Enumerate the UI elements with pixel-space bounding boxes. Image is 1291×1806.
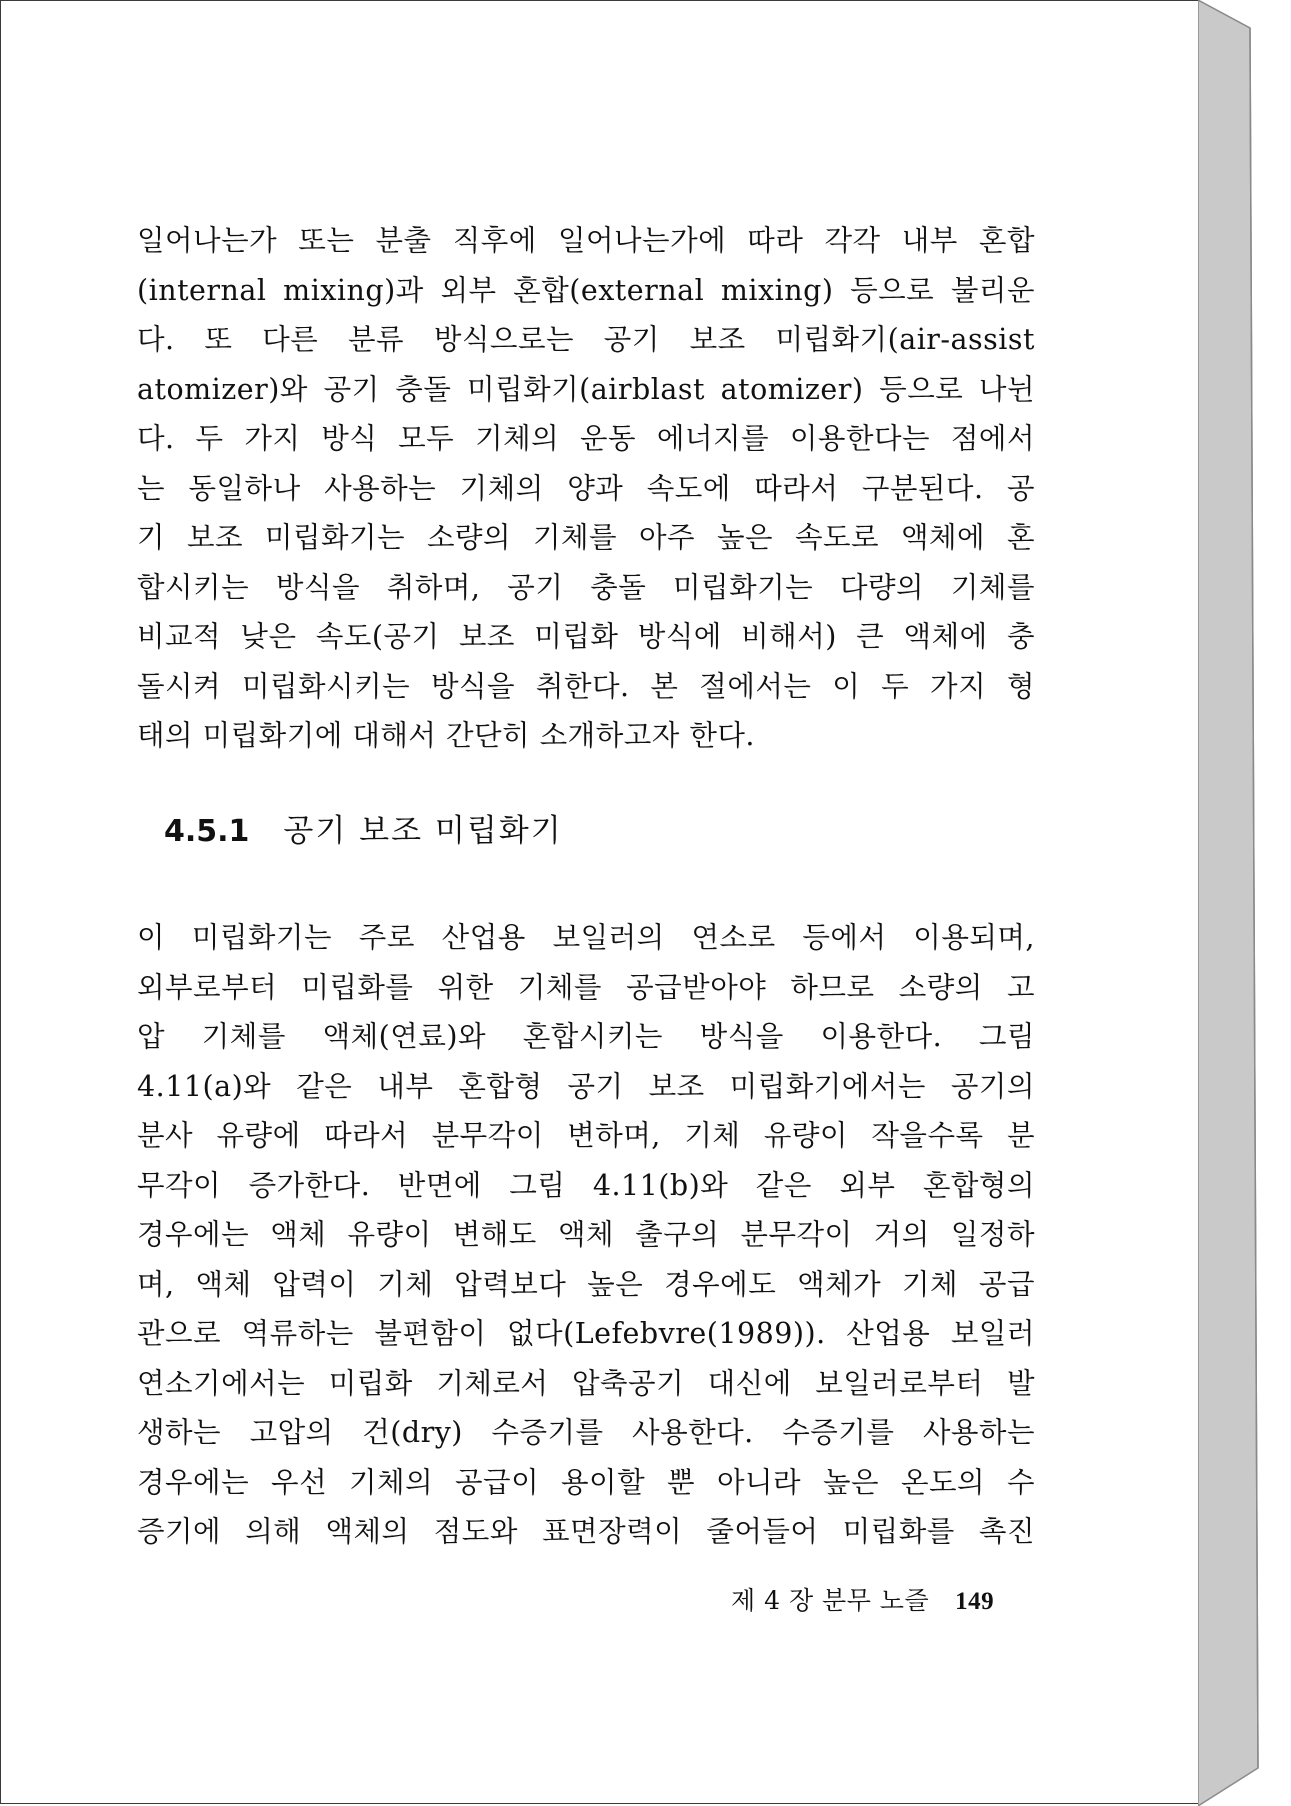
- paragraph-line: 일어나는가 또는 분출 직후에 일어나는가에 따라 각각 내부 혼합: [137, 224, 1035, 257]
- paragraph-line: 며, 액체 압력이 기체 압력보다 높은 경우에도 액체가 기체 공급: [137, 1267, 1035, 1301]
- paragraph-line: 는 동일하나 사용하는 기체의 양과 속도에 따라서 구분된다. 공: [137, 471, 1035, 505]
- book-spine: [1198, 0, 1291, 1806]
- paragraph-line: atomizer)와 공기 충돌 미립화기(airblast atomizer) 등으로 나뉜: [137, 372, 1035, 406]
- paragraph-line: 태의 미립화기에 대해서 간단히 소개하고자 한다.: [137, 719, 755, 752]
- paragraph-line: 다. 두 가지 방식 모두 기체의 운동 에너지를 이용한다는 점에서: [137, 422, 1035, 455]
- chapter-label: 제 4 장 분무 노즐: [731, 1586, 930, 1615]
- paragraph-line: 기 보조 미립화기는 소량의 기체를 아주 높은 속도로 액체에 혼: [137, 521, 1035, 554]
- section-title: 공기 보조 미립화기: [283, 813, 563, 849]
- paragraph-line: 증기에 의해 액체의 점도와 표면장력이 줄어들어 미립화를 촉진: [137, 1515, 1035, 1548]
- paragraph-line: 합시키는 방식을 취하며, 공기 충돌 미립화기는 다량의 기체를: [137, 570, 1035, 604]
- running-footer: [731, 1581, 994, 1622]
- paragraph-1: [137, 216, 1035, 761]
- paragraph-line: 연소기에서는 미립화 기체로서 압축공기 대신에 보일러로부터 발: [137, 1366, 1035, 1400]
- paragraph-line: 경우에는 액체 유량이 변해도 액체 출구의 분무각이 거의 일정하: [137, 1218, 1035, 1251]
- paragraph-line: 4.11(a)와 같은 내부 혼합형 공기 보조 미립화기에서는 공기의: [137, 1069, 1035, 1103]
- paragraph-line: 압 기체를 액체(연료)와 혼합시키는 방식을 이용한다. 그림: [137, 1020, 1035, 1053]
- paragraph-2: [137, 913, 1035, 1557]
- section-heading: [164, 806, 563, 857]
- paragraph-line: (internal mixing)과 외부 혼합(external mixing) 등으로 불리운: [137, 273, 1035, 307]
- paragraph-line: 이 미립화기는 주로 산업용 보일러의 연소로 등에서 이용되며,: [137, 921, 1035, 954]
- paragraph-line: 다. 또 다른 분류 방식으로는 공기 보조 미립화기(air-assist: [137, 323, 1035, 356]
- paragraph-line: 생하는 고압의 건(dry) 수증기를 사용한다. 수증기를 사용하는: [137, 1416, 1035, 1449]
- paragraph-line: 분사 유량에 따라서 분무각이 변하며, 기체 유량이 작을수록 분: [137, 1119, 1035, 1152]
- paragraph-line: 돌시켜 미립화시키는 방식을 취한다. 본 절에서는 이 두 가지 형: [137, 669, 1035, 703]
- spine-face: [1198, 0, 1258, 1806]
- paragraph-line: 무각이 증가한다. 반면에 그림 4.11(b)와 같은 외부 혼합형의: [137, 1168, 1035, 1202]
- page-number: 149: [955, 1588, 995, 1615]
- paragraph-line: 비교적 낮은 속도(공기 보조 미립화 방식에 비해서) 큰 액체에 충: [137, 620, 1035, 653]
- paragraph-line: 외부로부터 미립화를 위한 기체를 공급받아야 하므로 소량의 고: [137, 970, 1035, 1004]
- section-number: 4.5.1: [164, 814, 250, 849]
- paragraph-line: 관으로 역류하는 불편함이 없다(Lefebvre(1989)). 산업용 보일러: [137, 1317, 1035, 1350]
- paragraph-line: 경우에는 우선 기체의 공급이 용이할 뿐 아니라 높은 온도의 수: [137, 1465, 1035, 1499]
